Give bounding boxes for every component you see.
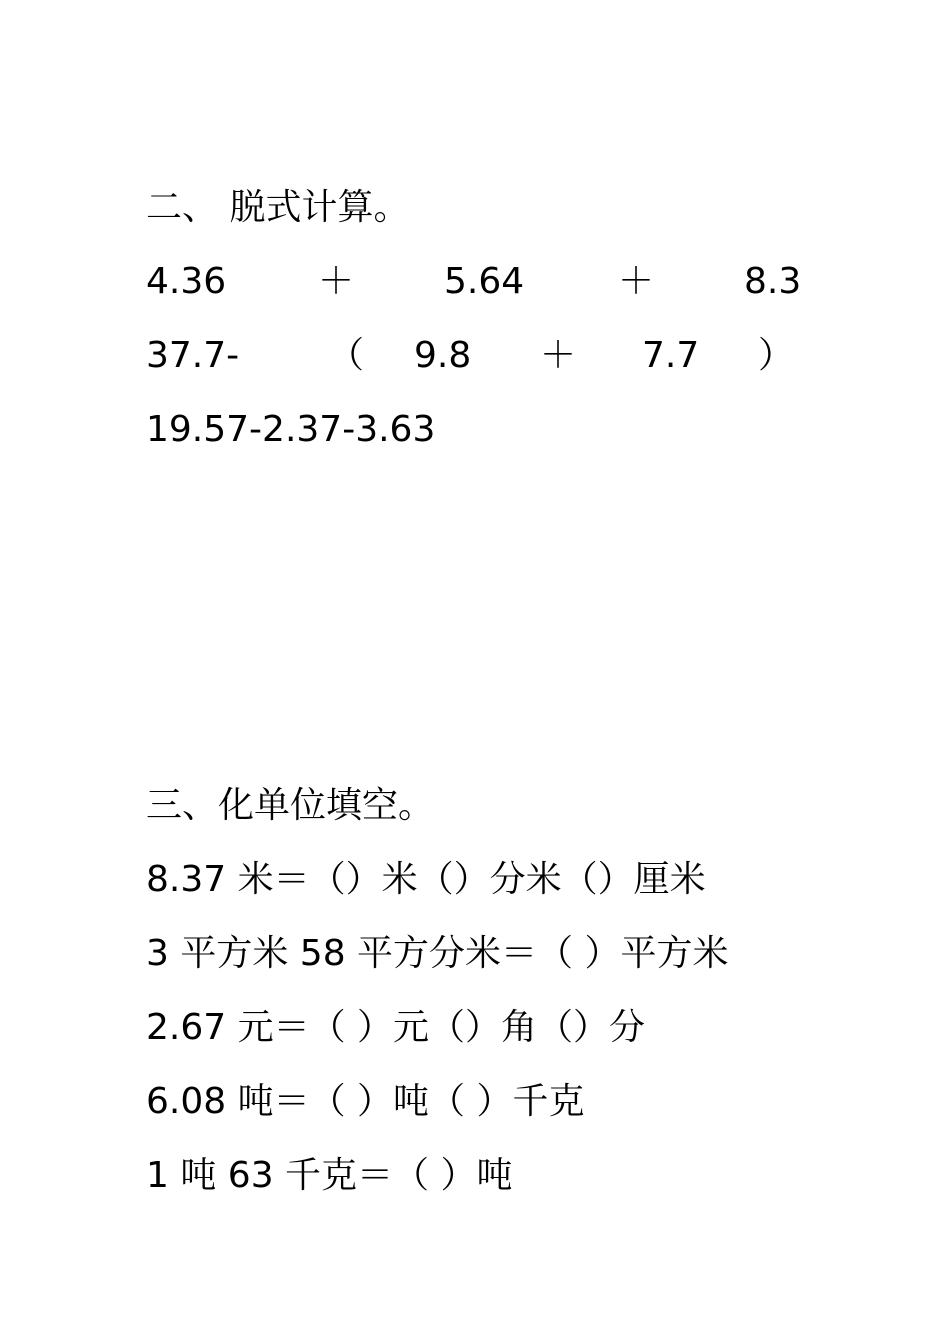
problem-1-plus-1: ＋ (318, 261, 355, 302)
problem-2-term-a: 37.7- (146, 335, 240, 376)
problem-2-term-c: 7.7 (642, 335, 700, 376)
conversion-item-3: 2.67 元＝（ ）元（）角（）分 (146, 1007, 646, 1048)
problem-1-term-a: 4.36 (146, 261, 227, 302)
section-3-heading: 三、化单位填空。 (146, 785, 435, 826)
problem-1-term-c: 8.3 (744, 261, 802, 302)
conversion-item-1: 8.37 米＝（）米（）分米（）厘米 (146, 859, 706, 900)
conversion-item-5: 1 吨 63 千克＝（ ）吨 (146, 1155, 513, 1196)
section-2-heading: 二、 脱式计算。 (146, 187, 410, 228)
conversion-item-2: 3 平方米 58 平方分米＝（ ）平方米 (146, 933, 729, 974)
problem-3: 19.57-2.37-3.63 (146, 409, 436, 450)
problem-2-term-b: 9.8 (414, 335, 472, 376)
conversion-item-4: 6.08 吨＝（ ）吨（ ）千克 (146, 1081, 585, 1122)
problem-2-right-paren: ） (758, 335, 795, 376)
problem-2-left-paren: （ (328, 335, 365, 376)
problem-1-plus-2: ＋ (618, 261, 655, 302)
problem-2-plus: ＋ (540, 335, 577, 376)
problem-1-term-b: 5.64 (444, 261, 525, 302)
